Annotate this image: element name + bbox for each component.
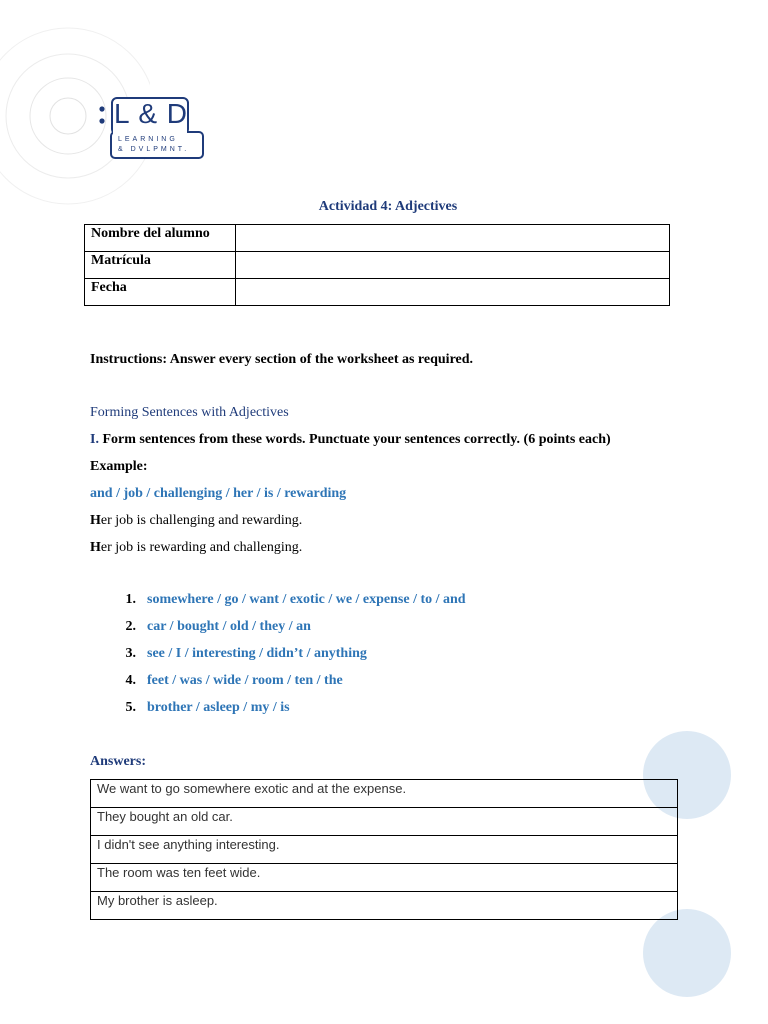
name-label: Nombre del alumno — [85, 225, 236, 252]
table-row — [91, 780, 678, 808]
list-item — [90, 646, 466, 673]
section-title: Forming Sentences with Adjectives — [90, 405, 289, 420]
example-answer-1 — [90, 513, 302, 529]
table-row — [85, 225, 670, 252]
example-answer-2-initial: H — [90, 540, 101, 555]
exercise-list — [90, 592, 466, 727]
example-answer-2 — [90, 540, 302, 556]
item-number: 1. — [125, 592, 136, 607]
list-item — [90, 619, 466, 646]
table-row — [85, 279, 670, 306]
item-text: car / bought / old / they / an — [147, 619, 311, 634]
example-answer-1-initial: H — [90, 513, 101, 528]
answer-cell[interactable]: My brother is asleep. — [91, 892, 678, 920]
page-title: Actividad 4: Adjectives — [318, 199, 458, 214]
matricula-field[interactable] — [236, 252, 670, 279]
example-answer-2-rest: er job is rewarding and challenging. — [100, 540, 303, 555]
answer-cell[interactable]: I didn't see anything interesting. — [91, 836, 678, 864]
logo-main-text: L & D — [114, 98, 188, 129]
instructions: Instructions: Answer every section of the worksheet as required. — [90, 352, 474, 367]
example-label: Example: — [90, 459, 148, 474]
table-row — [91, 808, 678, 836]
answer-cell[interactable]: The room was ten feet wide. — [91, 864, 678, 892]
date-field[interactable] — [236, 279, 670, 306]
table-row — [85, 252, 670, 279]
item-text: see / I / interesting / didn’t / anything — [147, 646, 367, 661]
task-text: Form sentences from these words. Punctuate your sentences correctly. (6 points each) — [98, 432, 611, 447]
item-number: 4. — [125, 673, 136, 688]
item-number: 3. — [125, 646, 136, 661]
answer-cell[interactable]: They bought an old car. — [91, 808, 678, 836]
logo — [96, 96, 208, 169]
logo-line2: & DVLPMNT. — [118, 146, 190, 153]
logo-line1: LEARNING — [118, 136, 178, 143]
item-text: somewhere / go / want / exotic / we / expense / to / and — [147, 592, 466, 607]
item-number: 2. — [125, 619, 136, 634]
example-answer-1-rest: er job is challenging and rewarding. — [100, 513, 303, 528]
list-item — [90, 700, 466, 727]
table-row — [91, 836, 678, 864]
example-prompt: and / job / challenging / her / is / rewarding — [90, 486, 347, 501]
item-number: 5. — [125, 700, 136, 715]
item-text: brother / asleep / my / is — [147, 700, 290, 715]
date-label: Fecha — [85, 279, 236, 306]
answers-table — [90, 779, 678, 920]
name-field[interactable] — [236, 225, 670, 252]
table-row — [91, 892, 678, 920]
task-instruction — [90, 432, 611, 448]
list-item — [90, 673, 466, 700]
answer-cell[interactable]: We want to go somewhere exotic and at the expense. — [91, 780, 678, 808]
answers-heading: Answers: — [90, 754, 146, 769]
item-text: feet / was / wide / room / ten / the — [147, 673, 343, 688]
matricula-label: Matrícula — [85, 252, 236, 279]
task-number: I. — [90, 432, 99, 447]
decorative-circle-lower — [642, 908, 732, 998]
table-row — [91, 864, 678, 892]
list-item — [90, 592, 466, 619]
student-info-table — [84, 224, 670, 306]
